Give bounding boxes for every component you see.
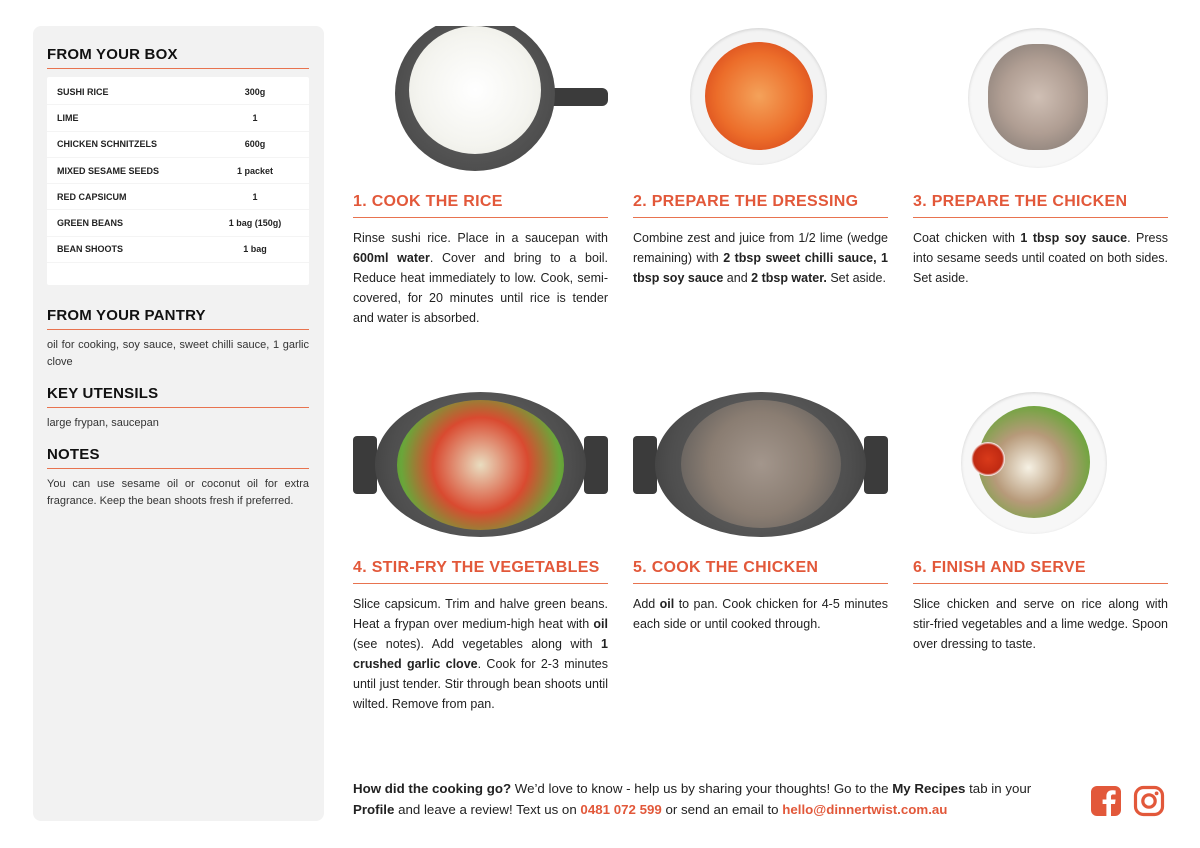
facebook-link[interactable] [1090,785,1122,817]
ingredient-name: CHICKEN SCHNITZELS [57,139,158,150]
box-ingredient-row [47,105,309,131]
box-ingredients-table [47,77,309,285]
step-6-text: Slice chicken and serve on rice along with stir-fried vegetables and a lime wedge. Spoon over dressing to taste. [913,597,1168,651]
ingredient-qty: 1 bag [243,244,267,255]
step-5-title: 5. COOK THE CHICKEN [633,559,888,584]
box-ingredient-row [47,79,309,105]
step-6-title: 6. FINISH AND SERVE [913,559,1168,584]
step-3 [913,26,1168,288]
step-5 [633,392,888,634]
box-ingredient-row [47,210,309,236]
step-5-text: Add oil to pan. Cook chicken for 4-5 minutes each side or until cooked through. [633,597,888,631]
facebook-icon [1090,785,1122,817]
from-your-pantry-heading: FROM YOUR PANTRY [47,307,309,330]
step-6 [913,392,1168,654]
step-1-title: 1. COOK THE RICE [353,193,608,218]
ingredient-qty: 600g [244,139,266,150]
key-utensils-heading: KEY UTENSILS [47,385,309,408]
box-ingredient-row [47,132,309,158]
ingredients-sidebar [33,26,324,821]
ingredient-qty: 1 [252,191,258,202]
step-2-text: Combine zest and juice from 1/2 lime (wedge remaining) with 2 tbsp sweet chilli sauce, 1 tbsp soy sauce and 2 tbsp water. Set aside. [633,231,888,285]
pantry-text: oil for cooking, soy sauce, sweet chilli sauce, 1 garlic clove [47,339,309,368]
box-ingredient-row [47,158,309,184]
feedback-footer: How did the cooking go? We’d love to know - help us by sharing your thoughts! Go to the My Recipes tab in your Profile and leave a review! Text us on 0481 072 599 or send an email to hello@dinnertwist.com.au [353,781,1032,817]
step-4-text: Slice capsicum. Trim and halve green beans. Heat a frypan over medium-high heat with oil (see notes). Add vegetables along with 1 crushed garlic clove. Cook for 2-3 minutes until just tender. Stir through bean shoots until wilted. Remove from pan. [353,597,609,711]
box-ingredient-row [47,184,309,210]
ingredient-name: BEAN SHOOTS [57,244,124,255]
ingredient-name: RED CAPSICUM [57,191,127,202]
step-6-image [913,392,1168,537]
step-2 [633,26,888,288]
ingredient-qty: 1 [252,112,258,123]
step-1-image [353,26,608,171]
instagram-link[interactable] [1133,785,1165,817]
utensils-text: large frypan, saucepan [47,417,159,429]
pantry-section [47,307,309,371]
step-3-title: 3. PREPARE THE CHICKEN [913,193,1168,218]
ingredient-name: LIME [57,112,79,123]
step-3-image [913,26,1168,171]
instagram-icon [1133,785,1165,817]
step-5-image [633,392,888,537]
ingredient-name: GREEN BEANS [57,218,124,229]
step-3-text: Coat chicken with 1 tbsp soy sauce. Press into sesame seeds until coated on both sides. Set aside. [913,231,1168,285]
ingredient-qty: 1 packet [236,165,274,176]
from-your-box-heading: FROM YOUR BOX [47,46,309,69]
step-4-image [353,392,608,537]
notes-text: You can use sesame oil or coconut oil for extra fragrance. Keep the bean shoots fresh if preferred. [47,478,309,507]
ingredient-qty: 1 bag (150g) [228,218,282,229]
ingredient-name: MIXED SESAME SEEDS [57,165,160,176]
ingredient-qty: 300g [244,86,266,97]
step-4-title: 4. STIR-FRY THE VEGETABLES [353,559,608,584]
ingredient-name: SUSHI RICE [57,86,109,97]
notes-heading: NOTES [47,446,309,469]
utensils-section [47,385,309,432]
notes-section [47,446,309,510]
step-2-image [633,26,888,171]
box-ingredient-row [47,237,309,263]
step-1-text: Rinse sushi rice. Place in a saucepan with 600ml water. Cover and bring to a boil. Reduce heat immediately to low. Cook, semi-covered, for 20 minutes until rice is tender and water is absorbed. [353,231,608,325]
step-1 [353,26,608,328]
step-4 [353,392,608,714]
step-2-title: 2. PREPARE THE DRESSING [633,193,888,218]
